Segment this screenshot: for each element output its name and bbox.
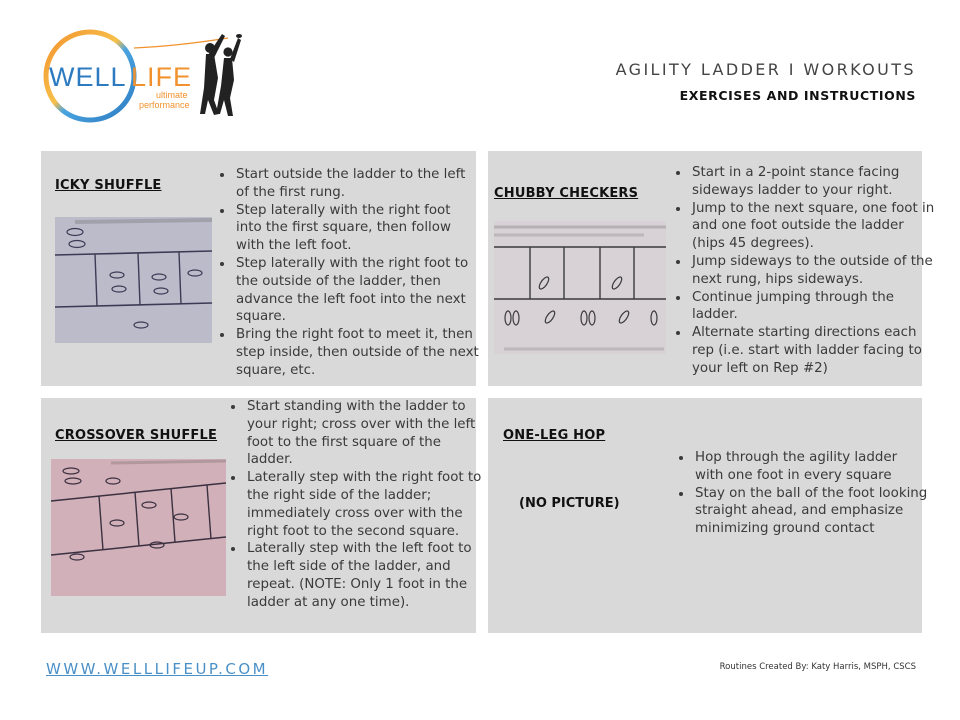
website-link[interactable]: WWW.WELLLIFEUP.COM (46, 660, 269, 678)
exercise-card-icky-shuffle (41, 151, 479, 386)
exercise-step: • Start in a 2-point stance facing sideways ladder to your right. (690, 164, 940, 200)
exercise-photo (51, 459, 226, 596)
exercise-card-crossover-shuffle (41, 398, 482, 633)
welllife-logo (38, 28, 253, 128)
no-picture-label: (NO PICTURE) (519, 496, 620, 511)
exercise-step: • Hop through the agility ladder with one foot in every square (693, 449, 928, 485)
exercise-step: • Jump sideways to the outside of the next rung, hips sideways. (690, 253, 940, 289)
page-title: AGILITY LADDER I WORKOUTS (615, 60, 916, 79)
exercise-steps (216, 166, 479, 380)
exercise-steps (675, 449, 928, 538)
athletes-silhouette-icon (200, 34, 242, 116)
exercise-steps (227, 398, 490, 612)
exercise-title: ONE-LEG HOP (503, 428, 606, 443)
exercise-title: CHUBBY CHECKERS (494, 186, 639, 201)
exercise-title: CROSSOVER SHUFFLE (55, 428, 218, 443)
exercise-steps (672, 164, 940, 378)
exercise-step: • Continue jumping through the ladder. (690, 289, 940, 325)
exercise-card-one-leg-hop (488, 398, 928, 633)
exercise-step: • Stay on the ball of the foot looking straight ahead, and emphasize minimizing ground contact (693, 485, 928, 538)
exercise-step: • Step laterally with the right foot into the first square, then follow with the left foot. (234, 202, 479, 255)
exercise-step: • Laterally step with the left foot to the left side of the ladder, and repeat. (NOTE: Only 1 foot in the ladder at any one time). (245, 540, 490, 611)
exercise-photo (55, 217, 212, 343)
exercise-step: • Start standing with the ladder to your right; cross over with the left foot to the first square of the ladder. (245, 398, 490, 469)
logo-word-well: WELL (49, 62, 127, 92)
exercise-step: • Alternate starting directions each rep (i.e. start with ladder facing to your left on Rep #2) (690, 324, 940, 377)
logo-tagline-1: ultimate (156, 90, 188, 100)
exercise-step: • Step laterally with the right foot to the outside of the ladder, then advance the left foot into the next square. (234, 255, 479, 326)
logo-tagline-2: performance (139, 100, 190, 110)
exercise-step: • Jump to the next square, one foot in and one foot outside the ladder (hips 45 degrees). (690, 200, 940, 253)
exercise-card-chubby-checkers (488, 151, 935, 386)
exercise-step: • Laterally step with the right foot to the right side of the ladder; immediately cross over with the right foot to the second square. (245, 469, 490, 540)
logo-word-life: LIFE (131, 62, 193, 92)
page-subtitle: EXERCISES AND INSTRUCTIONS (679, 88, 916, 103)
exercise-photo (494, 221, 666, 354)
exercise-title: ICKY SHUFFLE (55, 178, 162, 193)
exercise-step: • Bring the right foot to meet it, then step inside, then outside of the next square, etc. (234, 326, 479, 379)
author-credit: Routines Created By: Katy Harris, MSPH, CSCS (719, 662, 916, 672)
exercise-step: • Start outside the ladder to the left of the first rung. (234, 166, 479, 202)
